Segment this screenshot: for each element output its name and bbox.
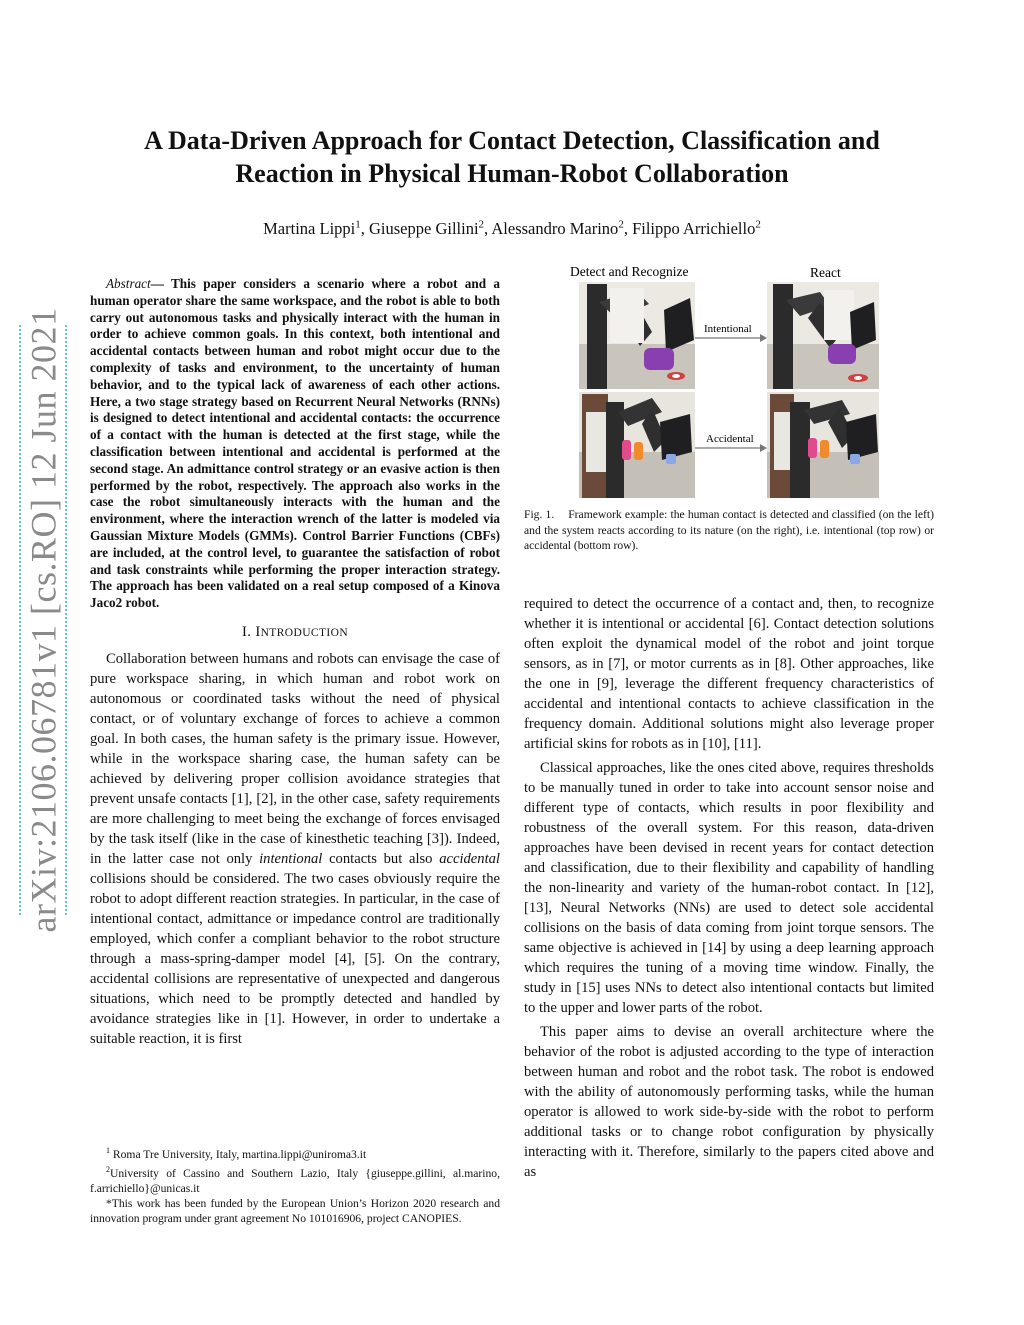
figure-1-graphic <box>524 262 934 502</box>
section-heading-introduction: I. INTRODUCTION <box>241 623 349 640</box>
footnote-2: $^2$University of Cassino and Southern Lazio, Italy {giuseppe.gillini, al.marino, f.arrichiello}@unicas.it <box>90 1164 500 1195</box>
author: Filippo Arrichiello$^2$ <box>632 218 761 238</box>
right-paragraph-2: Classical approaches, like the ones cited above, requires thresholds to be manually tuned in order to take into account sensor noise and different type of contacts, which results in poor flexibility and robustness of the overall system. For this reason, data-driven approaches have been devised in recent years for contact detection and classification, due to their flexibility and capability of handling the non-linearity and variety of the human-robot contact. In [12], [13], Neural Networks (NNs) are used to detect sole accidental collisions on the basis of data coming from joint torque sensors. The same objective is achieved in [14] by using a deep learning approach which requires the tuning of a moving time window. Finally, the study in [15] uses NNs to detect also intentional contacts but limited to the upper and lower parts of the robot. <box>524 760 934 1016</box>
photo-intentional-react <box>767 282 879 389</box>
author-list <box>100 218 924 239</box>
arxiv-stamp-text: arXiv:2106.06781v1 [cs.RO] 12 Jun 2021 <box>23 307 64 933</box>
figure-1 <box>524 262 934 502</box>
arrow-intentional <box>695 334 767 342</box>
figure-caption-text: Framework example: the human contact is detected and classified (on the left) and the system reacts according to its nature (on the right), i.e. intentional (top row) or accidental (bottom row). <box>524 508 934 552</box>
abstract-text: — This paper considers a scenario where a robot and a human operator share the same workspace, and the robot is able to both carry out autonomous tasks and physically interact with the human in order to achieve common goals. In this context, both intentional and accidental contacts between human and robot might occur due to the complexity of tasks and environment, to the uncertainty of human behavior, and to the typical lack of awareness of each other actions. Here, a two stage strategy based on Recurrent Neural Networks (RNNs) is designed to detect intentional and accidental contacts: the occurrence of a contact with the human is detected at the first stage, while the classification between intentional and accidental is performed at the second stage. An admittance control strategy or an evasive action is then performed by the robot, respectively. The approach also works in the case the robot simultaneously interacts with the human and the environment, where the interaction wrench of the latter is modeled via Gaussian Mixture Models (GMMs). Control Barrier Functions (CBFs) are included, at the control level, to guarantee the satisfaction of robot and task constraints while performing the proper interaction strategy. The approach has been validated on a real setup composed of a Kinova Jaco2 robot. <box>90 276 500 611</box>
abstract <box>90 276 500 612</box>
photo-intentional-detect <box>579 282 695 389</box>
title-line-2: Reaction in Physical Human-Robot Collaboration <box>235 159 789 188</box>
intro-paragraph: Collaboration between humans and robots can envisage the case of pure workspace sharing, in which human and robot work on autonomous or coordinated tasks without the need of physical contact, or of voluntary exchange of forces to achieve a common goal. In both cases, the human safety is the primary issue. However, while in the workspace sharing case, the human safety can be achieved by delivering proper collision avoidance strategies that prevent unsafe contacts [1], [2], in the other case, safety requirements are more challenging to meet being the exchange of forces envisaged by the task itself (like in the case of kinesthetic teaching [3]). Indeed, in the latter case not only intentional contacts but also accidental collisions should be considered. The two cases obviously require the robot to adopt different reaction strategies. In particular, in the case of intentional contact, admittance or impedance control are traditionally employed, which confer a compliant behavior to the robot structure through a mass-spring-damper model [4], [5]. On the contrary, accidental collisions are representative of unexpected and dangerous situations, which need to be promptly detected and handled by avoidance strategies like in [1]. However, in order to undertake a suitable reaction, it is first <box>90 650 500 1047</box>
figure-heading-react: React <box>810 265 841 280</box>
abstract-label: Abstract <box>106 276 151 291</box>
arrow-accidental <box>695 444 767 452</box>
figure-1-caption <box>524 507 934 554</box>
right-paragraph-3: This paper aims to devise an overall architecture where the behavior of the robot is adjusted according to the type of interaction between human and robot and the robot task. The robot is endowed with the ability of autonomously performing tasks, while the human operator is allowed to work side-by-side with the robot to perform additional tasks or to change robot configuration by physically interacting with it. Therefore, similarly to the papers cited above and as <box>524 1024 934 1180</box>
arxiv-stamp <box>19 307 67 933</box>
left-column <box>90 276 500 1049</box>
arrow-label-accidental: Accidental <box>706 433 754 445</box>
footnotes <box>90 1143 500 1226</box>
author: Martina Lippi$^1$, <box>263 218 369 238</box>
author: Giuseppe Gillini$^2$, <box>369 218 492 238</box>
photo-accidental-detect <box>579 392 695 498</box>
footnote-1: $^1$ Roma Tre University, Italy, martina.lippi@uniroma3.it <box>106 1146 367 1161</box>
photo-accidental-react <box>767 392 879 498</box>
paper-title <box>100 124 924 190</box>
right-column <box>524 594 934 1186</box>
title-line-1: A Data-Driven Approach for Contact Detection, Classification and <box>144 126 880 155</box>
author: Alessandro Marino$^2$, <box>491 218 633 238</box>
right-paragraph-1: required to detect the occurrence of a contact and, then, to recognize whether it is intentional or accidental [6]. Contact detection solutions often exploit the dynamical model of the robot and joint torque sensors, as in [7], or motor currents as in [8]. Other approaches, like the one in [9], leverage the different frequency characteristics of accidental and intentional contacts to achieve classification in the frequency domain. Additional solutions might also leverage proper artificial skins for robots as in [10], [11]. <box>524 596 934 752</box>
figure-heading-detect: Detect and Recognize <box>570 264 689 279</box>
arrow-label-intentional: Intentional <box>704 323 752 335</box>
figure-label: Fig. 1. <box>524 508 555 521</box>
footnote-3: *This work has been funded by the European Union’s Horizon 2020 research and innovation program under grant agreement No 101016906, project CANOPIES. <box>90 1196 500 1225</box>
